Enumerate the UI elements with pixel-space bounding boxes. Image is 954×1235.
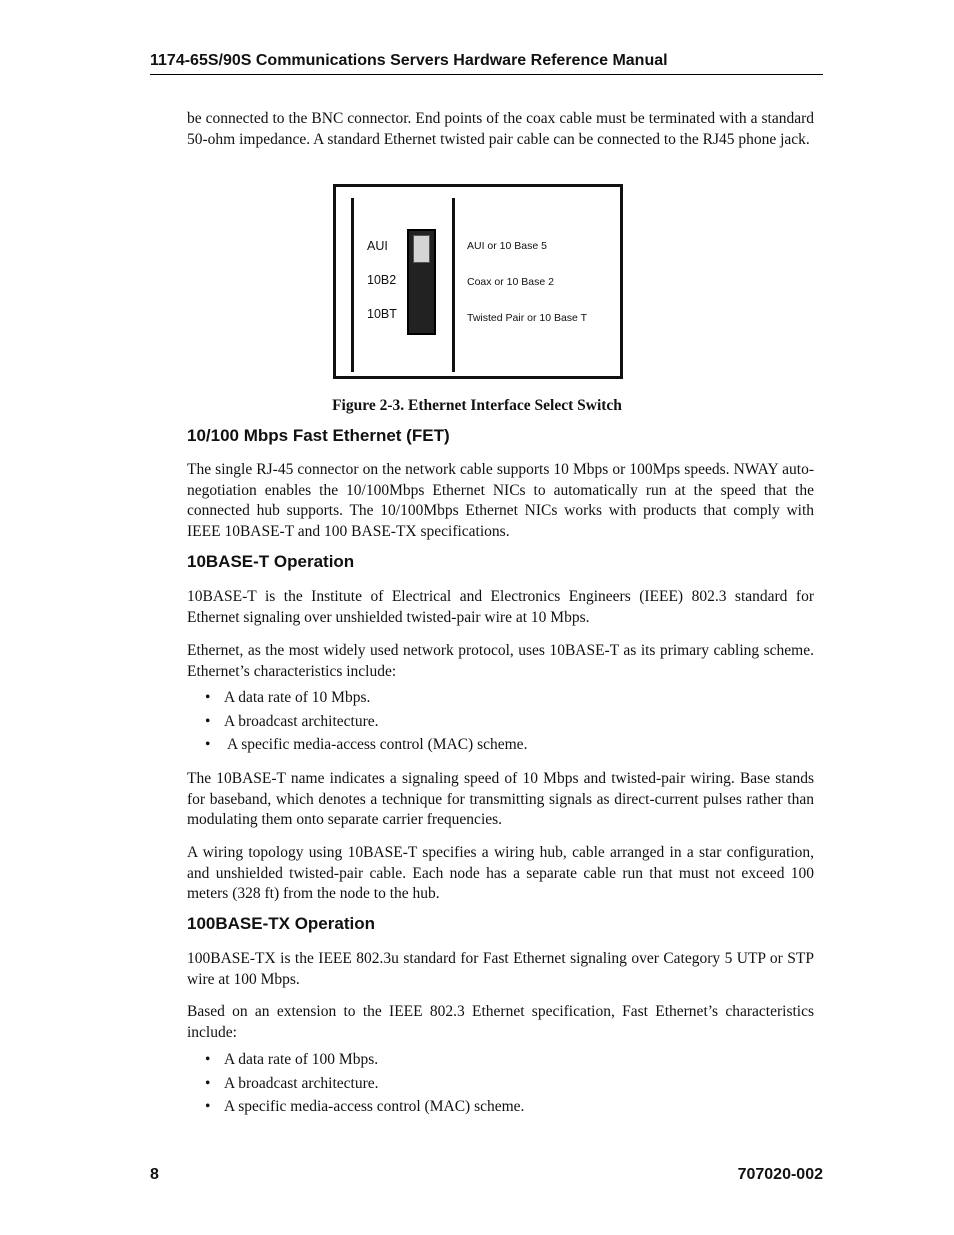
10base-t-bullet-list [205, 686, 805, 757]
bullet-glyph: • [205, 1074, 211, 1092]
section-heading-100base-tx: 100BASE-TX Operation [187, 914, 375, 933]
switch-desc-coax: Coax or 10 Base 2 [467, 276, 554, 288]
list-item-text: A data rate of 100 Mbps. [224, 1051, 379, 1068]
bullet-glyph: • [205, 712, 211, 730]
intro-paragraph: be connected to the BNC connector. End points of the coax cable must be terminated with a standard 50-ohm impedance. A standard Ethernet twisted pair cable can be connected to the RJ45 phone jack. [187, 110, 814, 148]
10base-t-paragraph-4: A wiring topology using 10BASE-T specifies a wiring hub, cable arranged in a star configuration, and unshielded twisted-pair cable. Each node has a separate cable run that must not exceed 100 meters (328 ft) from the node to the hub. [187, 844, 814, 903]
list-item-text: A broadcast architecture. [224, 712, 379, 730]
bullet-glyph: • [205, 736, 211, 753]
header-rule [150, 74, 823, 75]
list-item [205, 1048, 805, 1072]
100base-tx-bullet-list [205, 1048, 805, 1119]
running-header: 1174-65S/90S Communications Servers Hardware Reference Manual [150, 52, 668, 69]
10base-t-paragraph-2: Ethernet, as the most widely used network protocol, uses 10BASE-T as its primary cabling scheme. Ethernet’s characteristics include: [187, 642, 814, 680]
list-item [205, 733, 805, 757]
document-number: 707020-002 [737, 1166, 823, 1183]
switch-desc-twisted-pair: Twisted Pair or 10 Base T [467, 312, 588, 324]
switch-knob [413, 235, 430, 263]
section-heading-fet: 10/100 Mbps Fast Ethernet (FET) [187, 426, 450, 445]
ethernet-switch-figure [333, 184, 623, 379]
switch-label-10bt: 10BT [367, 307, 397, 321]
figure-caption: Figure 2-3. Ethernet Interface Select Switch [332, 397, 622, 414]
select-switch [407, 229, 436, 335]
switch-label-10b2: 10B2 [367, 273, 397, 287]
10base-t-paragraph-1: 10BASE-T is the Institute of Electrical and Electronics Engineers (IEEE) 802.3 standard for Ethernet signaling over unshielded twisted-pair wire at 10 Mbps. [187, 588, 814, 626]
list-item [205, 1072, 805, 1096]
list-item-text: A specific media-access control (MAC) scheme. [224, 1098, 525, 1115]
section-heading-10base-t: 10BASE-T Operation [187, 552, 355, 571]
list-item-text: A specific media-access control (MAC) scheme. [224, 736, 528, 753]
10base-t-paragraph-3: The 10BASE-T name indicates a signaling speed of 10 Mbps and twisted-pair wiring. Base stands for baseband, which denotes a technique for transmitting signals as direct-current pulses rather than modulating them onto separate carrier frequencies. [187, 770, 814, 829]
bullet-glyph: • [205, 1098, 211, 1115]
switch-label-aui: AUI [367, 239, 388, 253]
list-item-text: A data rate of 10 Mbps. [224, 689, 371, 706]
list-item [205, 686, 805, 710]
list-item-text: A broadcast architecture. [224, 1074, 379, 1092]
list-item [205, 710, 805, 734]
100base-tx-paragraph-1: 100BASE-TX is the IEEE 802.3u standard for Fast Ethernet signaling over Category 5 UTP or STP wire at 100 Mbps. [187, 950, 814, 988]
switch-desc-aui: AUI or 10 Base 5 [467, 240, 547, 252]
figure-left-divider [351, 198, 354, 372]
fet-paragraph: The single RJ-45 connector on the network cable supports 10 Mbps or 100Mps speeds. NWAY auto-negotiation enables the 10/100Mbps Ethernet NICs to automatically run at the speed that the connected hub supports. The 10/100Mbps Ethernet NICs works with products that comply with IEEE 10BASE-T and 100 BASE-TX specifications. [187, 461, 814, 541]
list-item [205, 1095, 805, 1119]
page-number: 8 [150, 1166, 159, 1183]
bullet-glyph: • [205, 1051, 211, 1068]
figure-right-divider [452, 198, 455, 372]
bullet-glyph: • [205, 689, 211, 706]
100base-tx-paragraph-2: Based on an extension to the IEEE 802.3 Ethernet specification, Fast Ethernet’s characteristics include: [187, 1003, 814, 1041]
